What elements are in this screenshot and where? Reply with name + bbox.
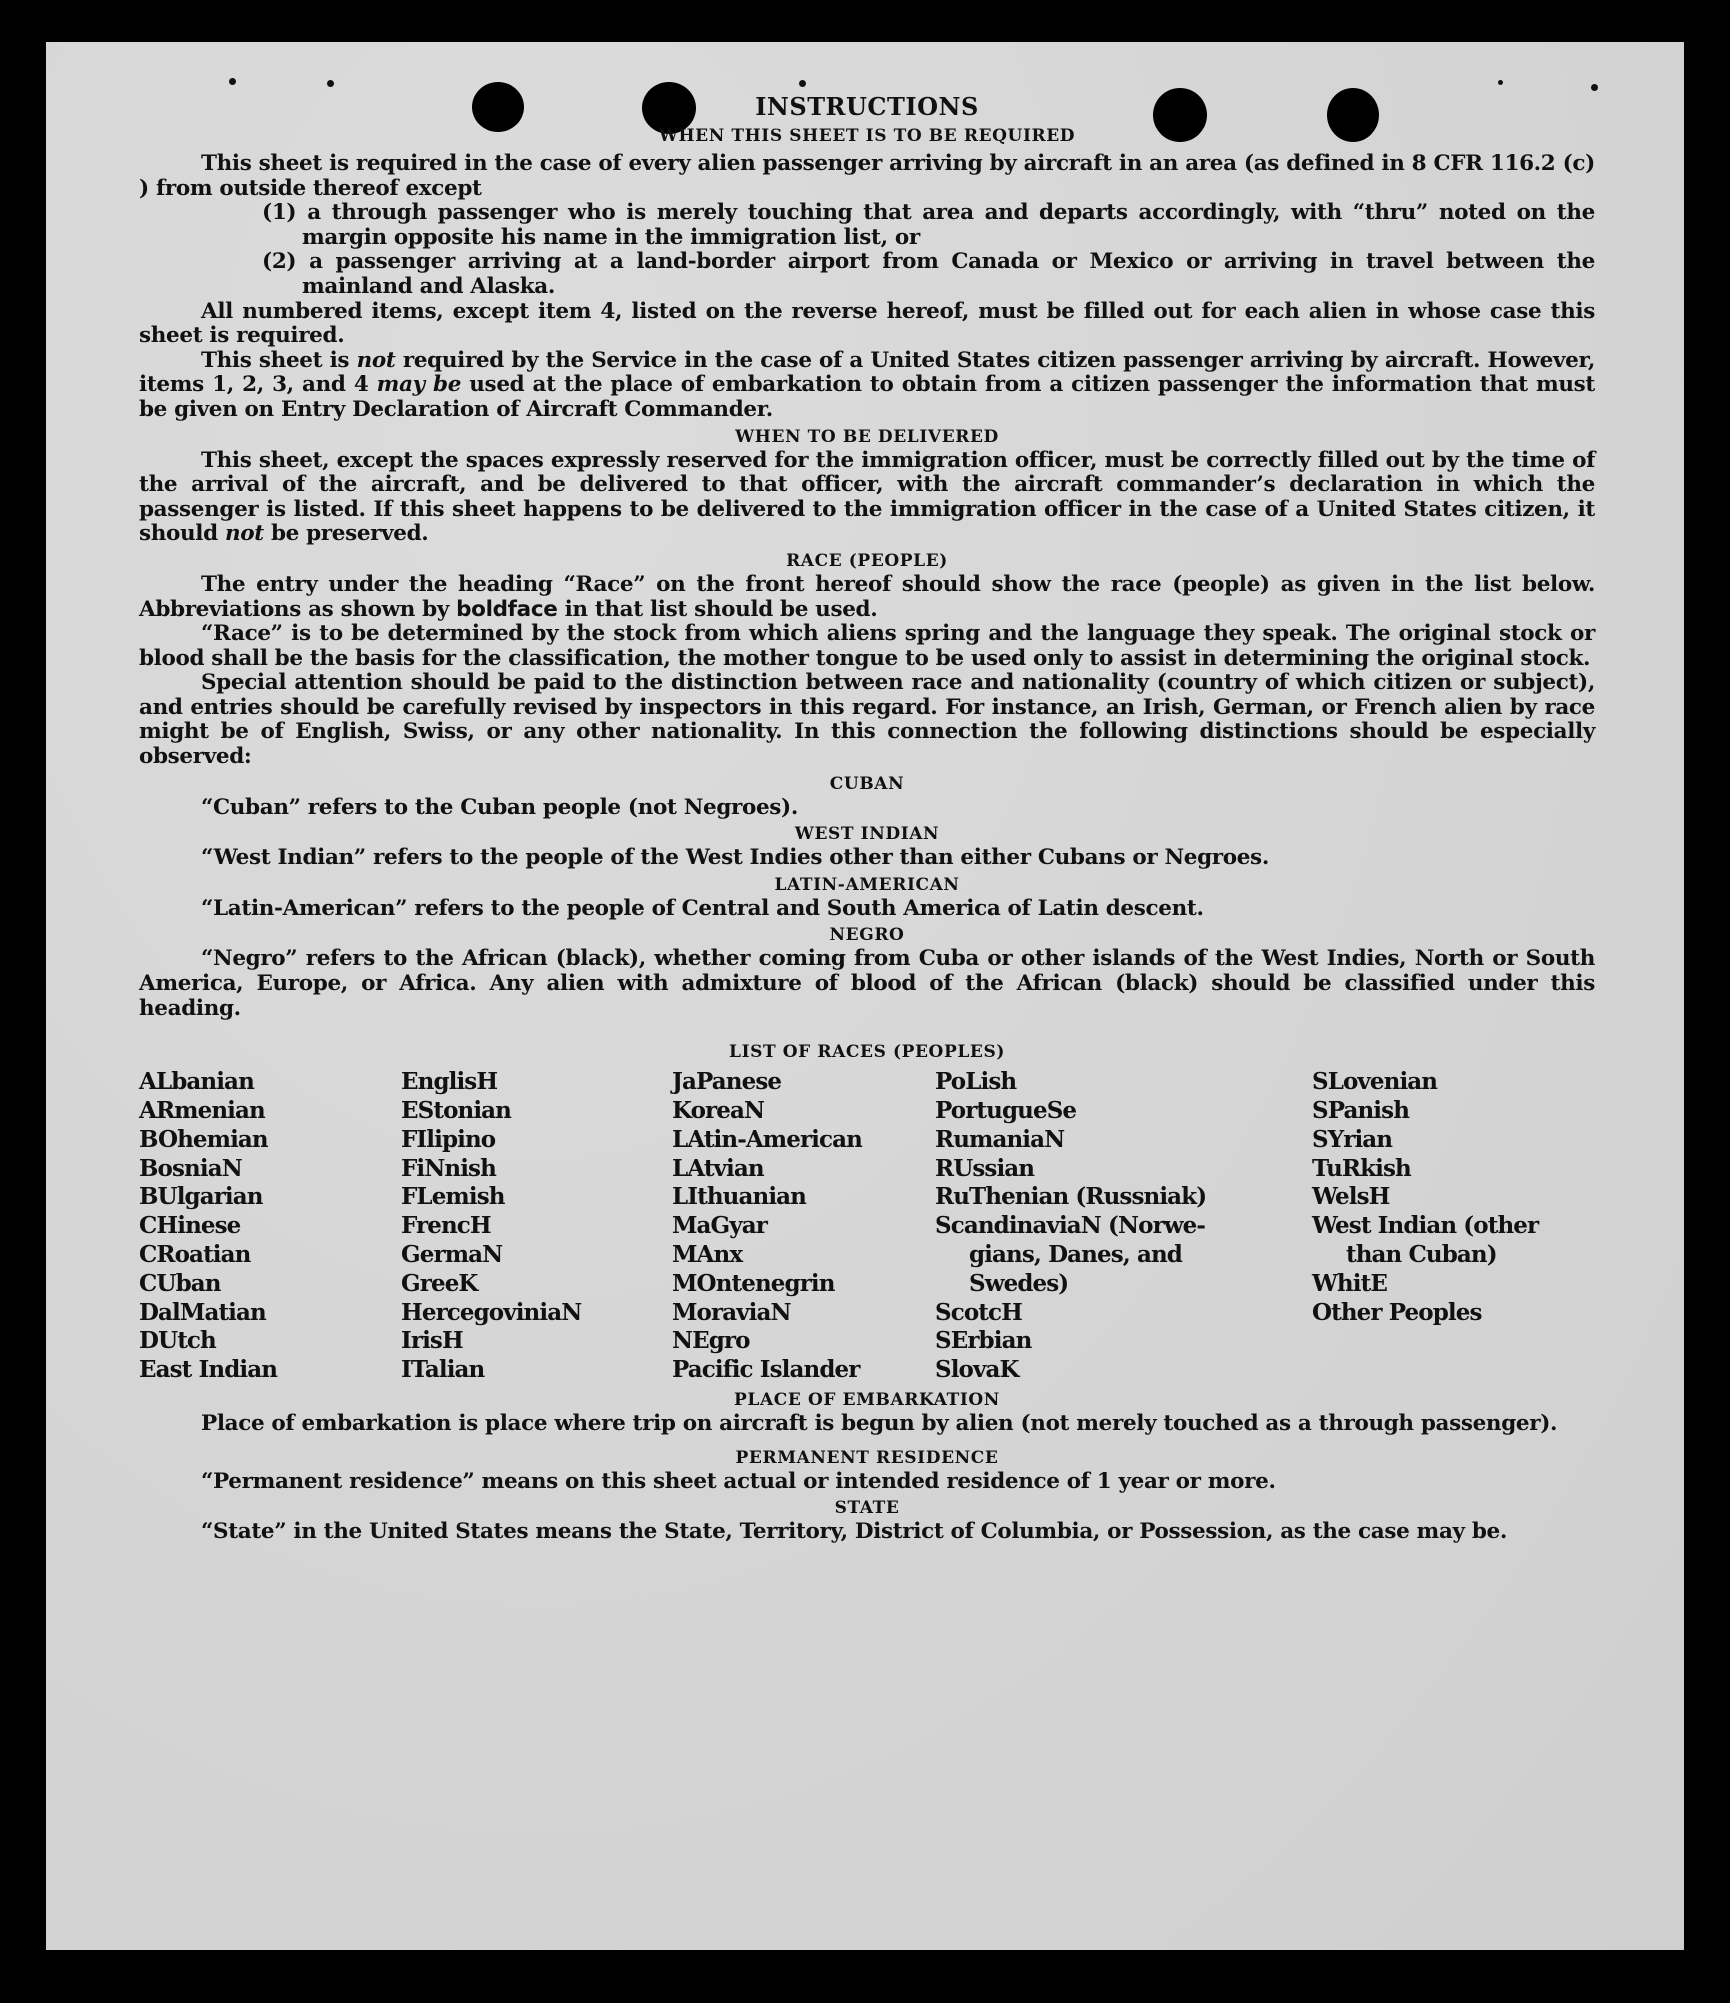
- race-entry: PoLish: [935, 1068, 1017, 1096]
- race-entry: GermaN: [401, 1241, 503, 1268]
- race-entry: PortugueSe: [935, 1097, 1077, 1125]
- race-entry: MaGyar: [672, 1212, 767, 1240]
- race-entry: EStonian: [401, 1097, 511, 1125]
- race-entry: gians, Danes, and: [969, 1241, 1182, 1268]
- text: This sheet, except the spaces expressly reserved for the immigration officer, must be correctly filled out by the time of the arrival of the aircraft, and be delivered to that officer, with the aircraft commander’s declaration in which the passenger is listed. If this sheet happens to be delivered to the immigration officer in the case of a United States citizen, it should: [139, 447, 1595, 547]
- race-entry: MOntenegrin: [672, 1269, 835, 1297]
- definition-embarkation: Place of embarkation is place where trip on aircraft is begun by alien (not merely touched as a through passenger).: [201, 1410, 1558, 1436]
- paragraph-delivered: [139, 449, 1595, 547]
- race-entry: RUssian: [935, 1154, 1035, 1182]
- text: used at the place of embarkation to obtain from a citizen passenger the information that must be given on Entry Declaration of Aircraft Commander.: [139, 372, 1595, 422]
- race-entry: WelsH: [1312, 1183, 1390, 1211]
- text: in that list should be used.: [557, 596, 878, 622]
- definition-cuban: “Cuban” refers to the Cuban people (not Negroes).: [201, 794, 799, 820]
- race-entry: CRoatian: [139, 1241, 251, 1268]
- race-entry: NEgro: [672, 1327, 750, 1355]
- race-entry: FiNnish: [401, 1154, 496, 1182]
- race-entry: FLemish: [401, 1183, 505, 1211]
- heading-place-of-embarkation: PLACE OF EMBARKATION: [734, 1389, 1000, 1410]
- race-entry: LAtin-American: [672, 1125, 862, 1153]
- definition-latin-american: “Latin-American” refers to the people of Central and South America of Latin descent.: [201, 895, 1204, 921]
- speck: [1498, 80, 1503, 85]
- race-entry: Other Peoples: [1312, 1298, 1482, 1326]
- paragraph-race-entry: [139, 573, 1595, 622]
- race-entry: WhitE: [1312, 1269, 1387, 1297]
- races-list: [139, 1068, 1595, 1385]
- race-entry: ScotcH: [935, 1298, 1022, 1326]
- speck: [1591, 84, 1598, 91]
- speck: [799, 80, 806, 87]
- race-entry: SPanish: [1312, 1097, 1410, 1125]
- race-entry: than Cuban): [1346, 1241, 1497, 1268]
- races-column-1: [139, 1068, 401, 1385]
- race-entry: JaPanese: [672, 1068, 782, 1096]
- emphasis-may-be: may be: [376, 372, 462, 398]
- race-entry: West Indian (other: [1312, 1212, 1539, 1240]
- race-entry: KoreaN: [672, 1097, 765, 1125]
- race-entry: HercegoviniaN: [401, 1298, 582, 1326]
- instructions-content: [139, 92, 1595, 1545]
- race-entry: EnglisH: [401, 1068, 498, 1096]
- race-entry: GreeK: [401, 1269, 478, 1297]
- heading-race: RACE (PEOPLE): [786, 550, 948, 571]
- race-entry: ITalian: [401, 1356, 485, 1384]
- text: required by the Service in the case of a United States citizen passenger arriving by aircraft. However, items 1, 2, 3, and 4: [139, 347, 1595, 398]
- heading-west-indian: WEST INDIAN: [794, 824, 940, 845]
- race-entry: TuRkish: [1312, 1154, 1411, 1182]
- speck: [229, 78, 236, 85]
- race-entry: FrencH: [401, 1212, 491, 1240]
- definition-residence: “Permanent residence” means on this sheet actual or intended residence of 1 year or more.: [201, 1468, 1276, 1494]
- races-column-3: [672, 1068, 935, 1385]
- race-entry: East Indian: [139, 1356, 278, 1384]
- heading-cuban: CUBAN: [829, 773, 905, 794]
- item-text: a through passenger who is merely touching that area and departs accordingly, with “thru” noted on the margin opposite his name in the immigration list, or: [302, 200, 1595, 250]
- heading-permanent-residence: PERMANENT RESIDENCE: [735, 1447, 999, 1468]
- race-entry: ScandinaviaN (Norwe-: [935, 1212, 1206, 1240]
- definition-negro: “Negro” refers to the African (black), whether coming from Cuba or other islands of the West Indies, North or South America, Europe, or Africa. Any alien with admixture of blood of the African (black) should be classified under this heading.: [139, 946, 1595, 1021]
- text: The entry under the heading “Race” on the front hereof should show the race (people) as given in the list below. Abbreviations as shown by: [139, 571, 1595, 622]
- race-entry: ARmenian: [139, 1097, 265, 1125]
- page-title: INSTRUCTIONS: [755, 92, 979, 121]
- race-entry: Pacific Islander: [672, 1356, 860, 1384]
- heading-negro: NEGRO: [829, 925, 905, 946]
- race-entry: FIlipino: [401, 1125, 496, 1153]
- race-entry: IrisH: [401, 1327, 463, 1355]
- race-entry: SlovaK: [935, 1356, 1019, 1384]
- paragraph-citizen: [139, 349, 1595, 423]
- races-column-2: [401, 1068, 672, 1385]
- race-entry: RumaniaN: [935, 1125, 1065, 1153]
- race-entry: BOhemian: [139, 1125, 268, 1153]
- text: This sheet is: [201, 347, 357, 373]
- item-number: (2): [262, 249, 297, 275]
- race-entry: SLovenian: [1312, 1068, 1438, 1096]
- heading-when-delivered: WHEN TO BE DELIVERED: [735, 426, 999, 447]
- race-entry: RuThenian (Russniak): [935, 1183, 1207, 1211]
- race-entry: ALbanian: [139, 1068, 254, 1096]
- race-entry: BosniaN: [139, 1154, 242, 1182]
- race-entry: DalMatian: [139, 1298, 266, 1326]
- heading-latin-american: LATIN-AMERICAN: [774, 874, 960, 895]
- race-entry: MAnx: [672, 1241, 743, 1268]
- race-entry: Swedes): [969, 1269, 1069, 1297]
- race-entry: CUban: [139, 1269, 221, 1297]
- heading-when-required: WHEN THIS SHEET IS TO BE REQUIRED: [658, 126, 1076, 146]
- heading-state: STATE: [834, 1498, 900, 1519]
- races-column-4: [935, 1068, 1312, 1385]
- race-entry: LIthuanian: [672, 1183, 806, 1211]
- paragraph-required: This sheet is required in the case of every alien passenger arriving by aircraft in an area (as defined in 8 CFR 116.2 (c) ) from outside thereof except: [139, 151, 1595, 201]
- emphasis-not: not: [356, 347, 396, 373]
- race-entry: CHinese: [139, 1212, 241, 1240]
- races-column-5: [1312, 1068, 1595, 1327]
- race-entry: MoraviaN: [672, 1298, 791, 1326]
- race-entry: BUlgarian: [139, 1183, 263, 1211]
- text: be preserved.: [263, 521, 429, 547]
- race-entry: LAtvian: [672, 1154, 764, 1182]
- definition-west-indian: “West Indian” refers to the people of the West Indies other than either Cubans or Negroes.: [201, 845, 1269, 871]
- race-entry: SYrian: [1312, 1125, 1393, 1153]
- item-number: (1): [262, 200, 297, 226]
- speck: [327, 80, 334, 87]
- paragraph-race-stock: “Race” is to be determined by the stock from which aliens spring and the language they speak. The original stock or blood shall be the basis for the classification, the mother tongue to be used only to assist in determining the original stock.: [139, 621, 1595, 671]
- race-entry: DUtch: [139, 1327, 216, 1355]
- race-entry: SErbian: [935, 1327, 1032, 1355]
- heading-list-of-races: LIST OF RACES (PEOPLES): [729, 1042, 1005, 1063]
- paragraph-race-distinction: Special attention should be paid to the distinction between race and nationality (country of which citizen or subject), and entries should be carefully revised by inspectors in this regard. For instance, an Irish, German, or French alien by race might be of English, Swiss, or any other nationality. In this connection the following distinctions should be especially observed:: [139, 670, 1595, 770]
- paragraph-numbered-items: All numbered items, except item 4, listed on the reverse hereof, must be filled out for each alien in whose case this sheet is required.: [139, 298, 1595, 349]
- emphasis-not: not: [224, 521, 264, 547]
- document-page: [46, 42, 1684, 1950]
- definition-state: “State” in the United States means the State, Territory, District of Columbia, or Possession, as the case may be.: [201, 1519, 1507, 1545]
- exception-item-2: [139, 250, 1595, 299]
- boldface-word: boldface: [456, 596, 558, 622]
- item-text: a passenger arriving at a land-border airport from Canada or Mexico or arriving in travel between the mainland and Alaska.: [302, 249, 1595, 299]
- exception-item-1: [139, 201, 1595, 250]
